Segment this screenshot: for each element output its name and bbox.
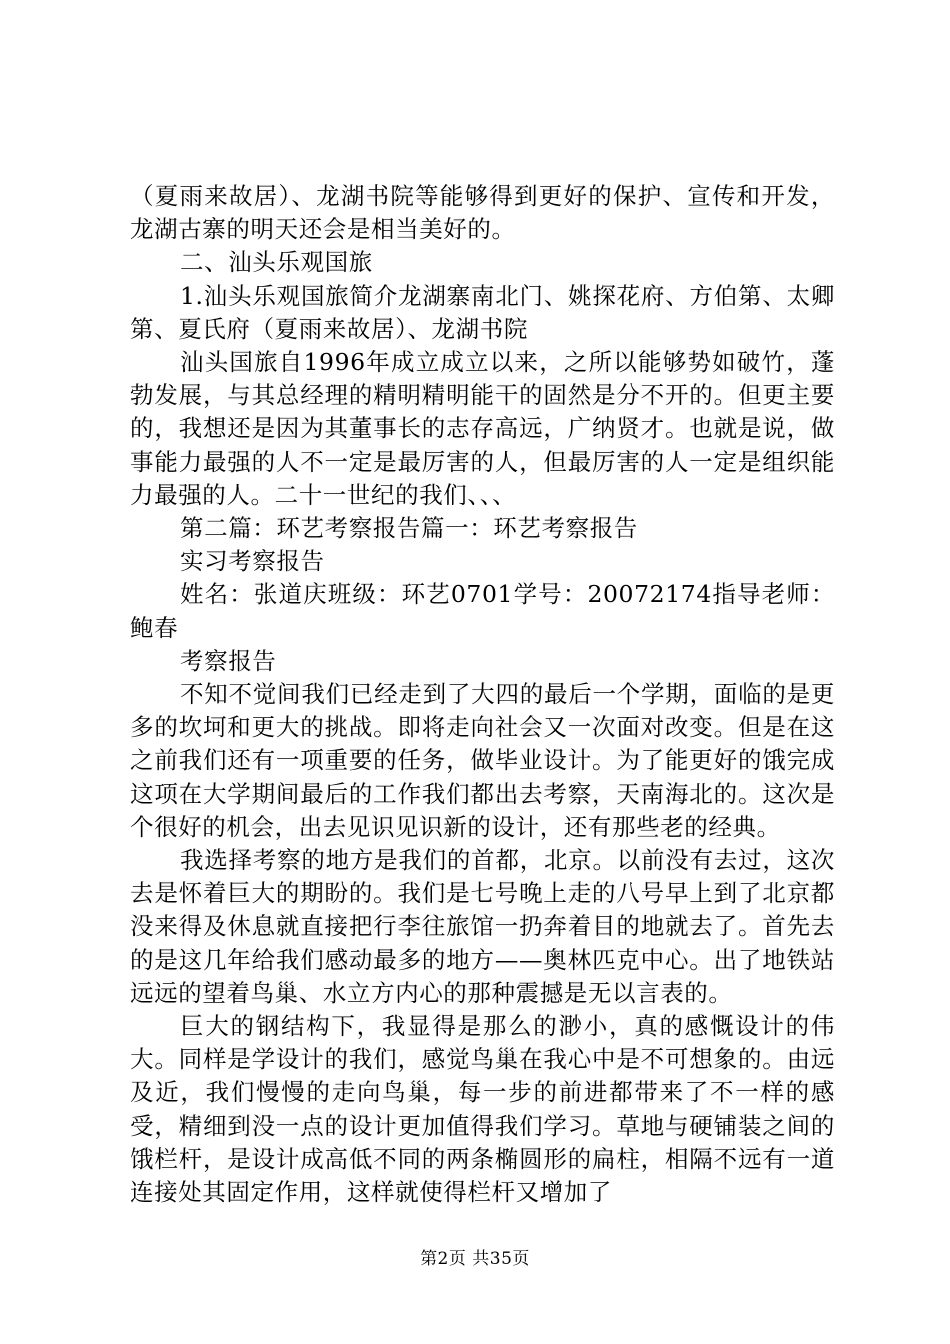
paragraph: 汕头国旅自1996年成立成立以来，之所以能够势如破竹，蓬勃发展，与其总经理的精明精明能干的固然是分不开的。但更主要的，我想还是因为其董事长的志存高远，广纳贤才。也就是说，做事能力最强的人不一定是最厉害的人，但最厉害的人一定是组织能力最强的人。二十一世纪的我们、、、 [130,348,835,509]
document-body [130,180,835,1209]
report-title: 实习考察报告 [180,547,325,576]
chapter-heading: 第二篇：环艺考察报告篇一：环艺考察报告 [180,514,638,543]
author-info: 姓名：张道庆班级：环艺0701学号：20072174指导老师：鲍春 [130,580,835,642]
section-heading: 二、汕头乐观国旅 [180,248,373,277]
paragraph: 不知不觉间我们已经走到了大四的最后一个学期，面临的是更多的坎坷和更大的挑战。即将走向社会又一次面对改变。但是在这之前我们还有一项重要的任务，做毕业设计。为了能更好的饿完成这项在大学期间最后的工作我们都出去考察，天南海北的。这次是个很好的机会，出去见识见识新的设计，还有那些老的经典。 [130,680,835,841]
report-subtitle: 考察报告 [180,646,277,675]
paragraph: 我选择考察的地方是我们的首都，北京。以前没有去过，这次去是怀着巨大的期盼的。我们是七号晚上走的八号早上到了北京都没来得及休息就直接把行李往旅馆一扔奔着目的地就去了。首先去的是这几年给我们感动最多的地方——奥林匹克中心。出了地铁站远远的望着鸟巢、水立方内心的那种震撼是无以言表的。 [130,846,835,1007]
paragraph: 巨大的钢结构下，我显得是那么的渺小，真的感慨设计的伟大。同样是学设计的我们，感觉鸟巢在我心中是不可想象的。由远及近，我们慢慢的走向鸟巢，每一步的前进都带来了不一样的感受，精细到没一点的设计更加值得我们学习。草地与硬铺装之间的饿栏杆，是设计成高低不同的两条椭圆形的扁柱，相隔不远有一道连接处其固定作用，这样就使得栏杆又增加了 [130,1012,835,1207]
paragraph: 1.汕头乐观国旅简介龙湖寨南北门、姚探花府、方伯第、太卿第、夏氏府（夏雨来故居）、龙湖书院 [130,281,835,343]
page-number-footer: 第2页 共35页 [420,1249,530,1269]
paragraph-continuation: （夏雨来故居）、龙湖书院等能够得到更好的保护、宣传和开发，龙湖古寨的明天还会是相当美好的。 [130,182,835,244]
